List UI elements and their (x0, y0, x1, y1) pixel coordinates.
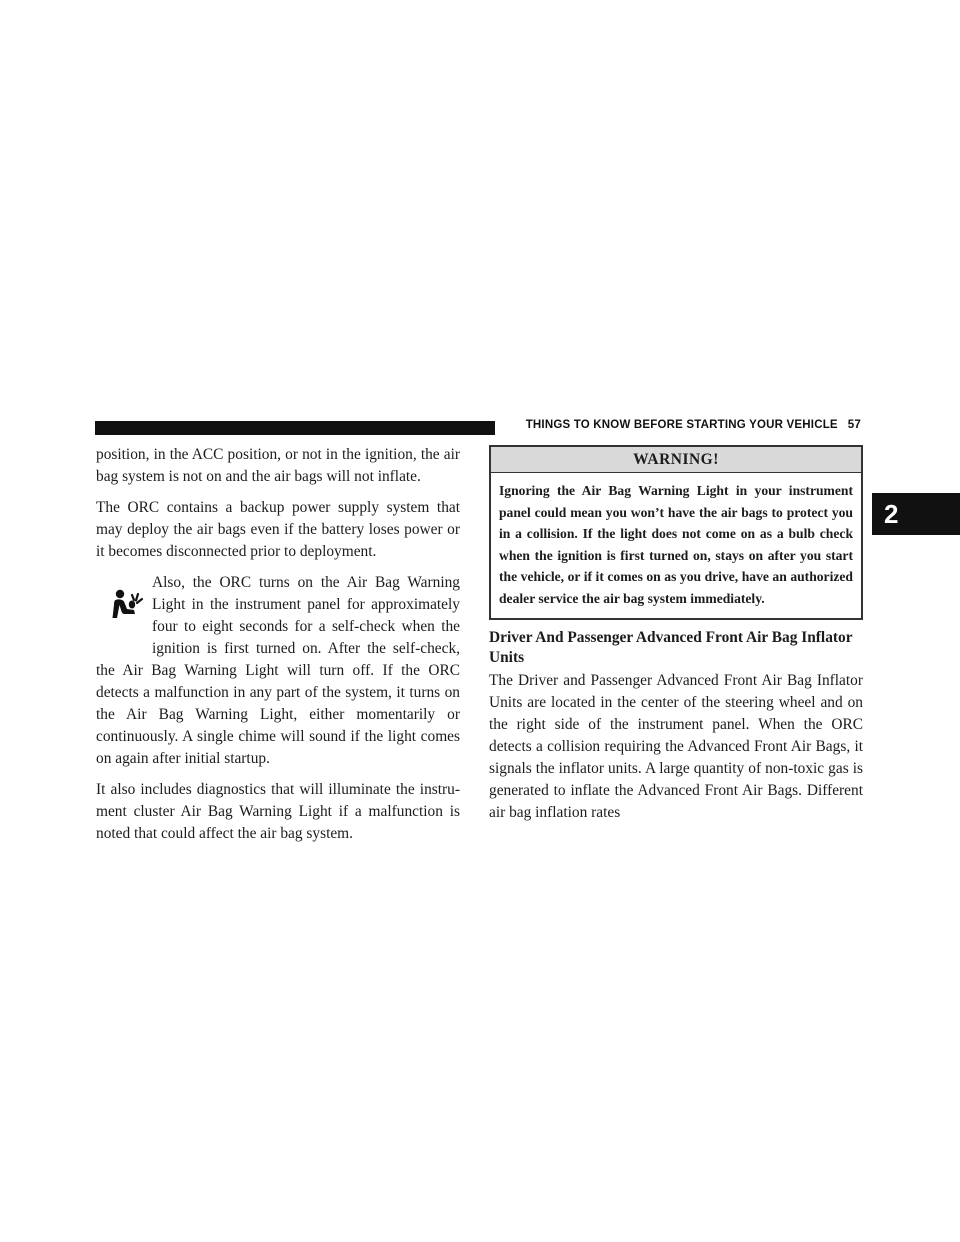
header-title (526, 419, 861, 431)
header-bar (95, 421, 495, 435)
air-bag-warning-icon (96, 572, 152, 650)
right-column (489, 445, 863, 833)
paragraph: position, in the ACC position, or not in the ignition, the air bag system is not on and the air bags will not inflate. (96, 446, 460, 485)
subheading: Driver And Passenger Advanced Front Air Bag Inflator Units (489, 629, 853, 666)
paragraph: It also includes diagnostics that will illuminate the instrument cluster Air Bag Warning Light if a malfunction is noted that could affect the air bag system. (96, 781, 460, 842)
page-header (95, 421, 865, 435)
chapter-tab: 2 (872, 493, 960, 535)
left-column (96, 444, 460, 854)
paragraph-with-icon (96, 572, 460, 770)
warning-box (489, 445, 863, 620)
paragraph: The Driver and Passenger Advanced Front Air Bag Inflator Units are located in the center of the steering wheel and on the right side of the instrument panel. When the ORC detects a collision requiring the Advanced Front Air Bags, it signals the inflator units. A large quantity of non-toxic gas is generated to inflate the Advanced Front Air Bags. Different air bag inflation rates (489, 672, 863, 821)
warning-title: WARNING! (491, 447, 861, 473)
paragraph: The ORC contains a backup power supply system that may deploy the air bags even if the battery loses power or it becomes disconnected prior to deployment. (96, 499, 460, 560)
paragraph-text: Also, the ORC turns on the Air Bag Warning Light in the instrument panel for approximately four to eight seconds for a self-check when the ignition is first turned on. After the self-check, the Air Bag Warning Light will turn off. If the ORC detects a malfunction in any part of the system, it turns on the Air Bag Warning Light, either momentarily or continuously. A single chime will sound if the light comes on again after initial startup. (96, 574, 460, 767)
warning-text: Ignoring the Air Bag Warning Light in your instrument panel could mean you won’t have the air bags to protect you in a collision. If the light does not come on as a bulb check when the ignition is first turned on, stays on after you start the vehicle, or if it comes on as you drive, have an authorized dealer service the air bag system immediately. (499, 483, 853, 606)
section-title: THINGS TO KNOW BEFORE STARTING YOUR VEHICLE (525, 419, 838, 431)
page-number: 57 (847, 419, 861, 431)
